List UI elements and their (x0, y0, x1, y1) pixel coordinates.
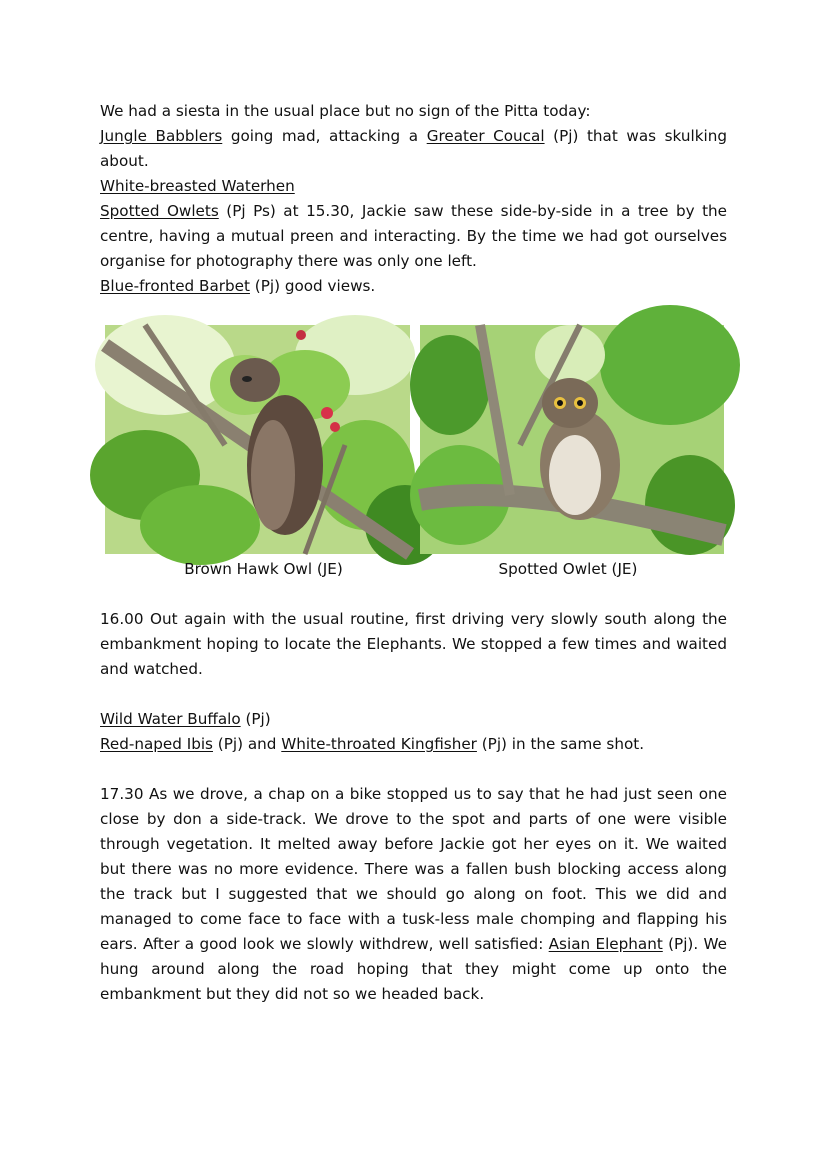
barbet-line: Blue-fronted Barbet (Pj) good views. (100, 277, 376, 295)
species-white-breasted-waterhen: White-breasted Waterhen (100, 177, 295, 195)
species-blue-fronted-barbet: Blue-fronted Barbet (100, 277, 250, 295)
species-wild-water-buffalo: Wild Water Buffalo (100, 710, 241, 728)
left-caption: Brown Hawk Owl (JE) (184, 560, 343, 578)
species-white-throated-kingfisher: White-throated Kingfisher (281, 735, 477, 753)
waterhen-line (100, 174, 727, 199)
ibis-kingfisher-line: Red-naped Ibis (Pj) and White-throated Kingfisher (Pj) in the same shot. (100, 735, 645, 753)
right-caption: Spotted Owlet (JE) (498, 560, 638, 578)
page-text-bottom (100, 607, 727, 1007)
brown-hawk-owl-photo (105, 325, 410, 578)
page-text-top (100, 99, 727, 299)
babblers-paragraph: Jungle Babblers going mad, attacking a Greater Coucal (Pj) that was skulking about. (100, 127, 728, 170)
owlets-paragraph: Spotted Owlets (Pj Ps) at 15.30, Jackie saw these side-by-side in a tree by the centre, having a mutual preen and interacting. By the time we had got ourselves organise for photography there was only one left. (100, 202, 727, 270)
spotted-owlet-photo (420, 325, 724, 578)
siesta-line: We had a siesta in the usual place but no sign of the Pitta today: (100, 102, 591, 120)
species-red-naped-ibis: Red-naped Ibis (100, 735, 213, 753)
buffalo-line: Wild Water Buffalo (Pj) (100, 710, 271, 728)
elephant-paragraph: 17.30 As we drove, a chap on a bike stopped us to say that he had just seen one close by don a side-track. We drove to the spot and parts of one were visible through vegetation. It melted away before Jackie got her eyes on it. We waited but there was no more evidence. There was a fallen bush blocking access along the track but I suggested that we should go along on foot. This we did and managed to come face to face with a tusk-less male chomping and flapping his ears. After a good look we slowly withdrew, well satisfied: Asian Elephant (Pj). We hung around along the road hoping that they might come up onto the embankment but they did not so we headed back. (100, 785, 727, 1003)
species-asian-elephant: Asian Elephant (548, 935, 663, 953)
photo-row (105, 325, 724, 585)
species-spotted-owlets: Spotted Owlets (100, 202, 219, 220)
species-jungle-babblers: Jungle Babblers (100, 127, 223, 145)
species-greater-coucal: Greater Coucal (426, 127, 545, 145)
routine-paragraph: 16.00 Out again with the usual routine, first driving very slowly south along the embankment hoping to locate the Elephants. We stopped a few times and waited and watched. (100, 610, 727, 678)
